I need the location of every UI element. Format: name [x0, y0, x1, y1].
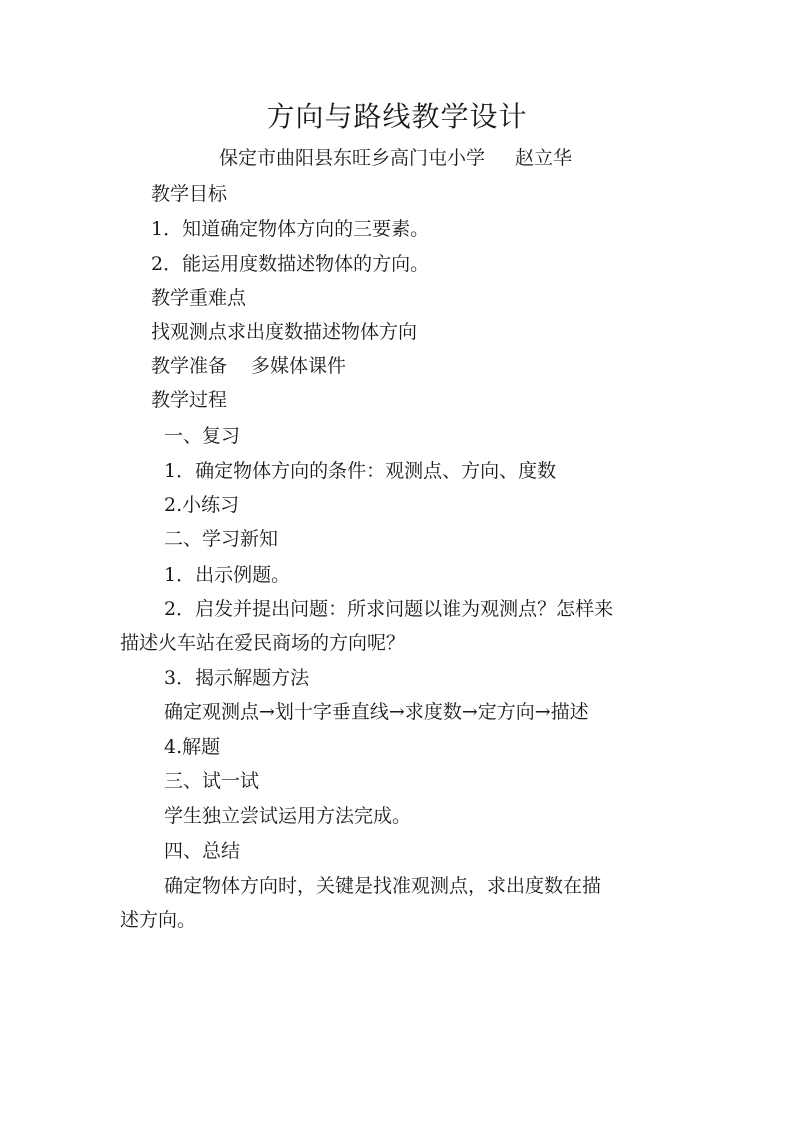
school-name: 保定市曲阳县东旺乡高门屯小学 [219, 147, 486, 169]
process-heading: 教学过程 [151, 389, 228, 411]
new-item-3: 3．揭示解题方法 [164, 667, 310, 689]
key-points-heading: 教学重难点 [151, 287, 247, 309]
objective-1: 1．知道确定物体方向的三要素。 [151, 218, 430, 240]
try-text: 学生独立尝试运用方法完成。 [164, 805, 412, 827]
review-item-1: 1．确定物体方向的条件：观测点、方向、度数 [164, 460, 557, 482]
preparation-line [151, 351, 346, 381]
objective-2: 2．能运用度数描述物体的方向。 [151, 253, 430, 275]
try-heading: 三、试一试 [164, 770, 260, 792]
new-item-1: 1．出示例题。 [164, 564, 291, 586]
new-item-4: 4.解题 [164, 736, 221, 758]
new-item-2-part2: 描述火车站在爱民商场的方向呢？ [120, 632, 406, 654]
new-knowledge-heading: 二、学习新知 [164, 528, 279, 550]
summary-text-part2: 述方向。 [120, 909, 197, 931]
author-name: 赵立华 [515, 147, 573, 169]
objectives-heading: 教学目标 [151, 183, 228, 205]
summary-text-part1: 确定物体方向时，关键是找准观测点，求出度数在描 [164, 875, 602, 897]
author-line [219, 143, 572, 173]
new-item-2-part1: 2．启发并提出问题：所求问题以谁为观测点？怎样来 [164, 598, 614, 620]
key-points-text: 找观测点求出度数描述物体方向 [151, 321, 418, 343]
summary-heading: 四、总结 [164, 840, 241, 862]
document-title: 方向与路线教学设计 [266, 100, 528, 133]
review-item-2: 2.小练习 [164, 494, 240, 516]
review-heading: 一、复习 [164, 425, 241, 447]
solution-steps: 确定观测点→划十字垂直线→求度数→定方向→描述 [164, 701, 589, 723]
preparation-text: 多媒体课件 [251, 355, 347, 377]
preparation-heading: 教学准备 [151, 355, 228, 377]
